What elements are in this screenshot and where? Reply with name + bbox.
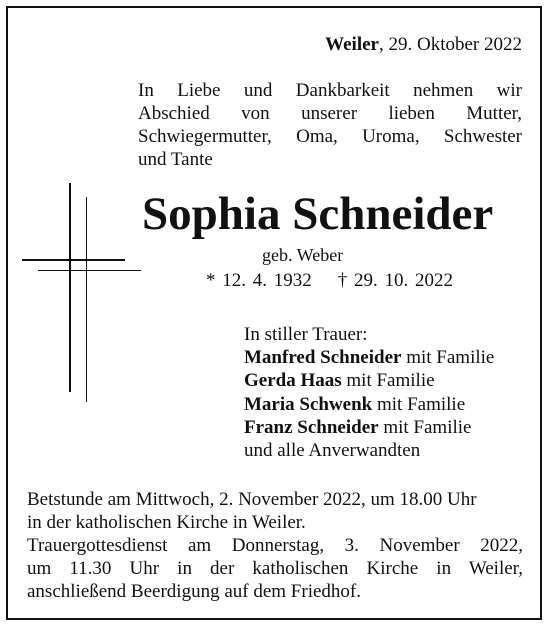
- mourners-heading: In stiller Trauer:: [244, 324, 368, 345]
- service-line: um 11.30 Uhr in der katholischen Kirche in Weiler,: [27, 558, 523, 579]
- place-name: Weiler: [325, 34, 379, 55]
- service-line: anschließend Beerdigung auf dem Friedhof.: [27, 581, 361, 602]
- birth-date: * 12. 4. 1932: [206, 270, 312, 291]
- intro-line: In Liebe und Dankbarkeit nehmen wir: [138, 80, 522, 101]
- intro-line: Abschied von unserer lieben Mutter,: [138, 103, 522, 124]
- mourners-closing: und alle Anverwandten: [244, 440, 421, 462]
- intro-text: [138, 79, 522, 171]
- mourners-list: [244, 323, 494, 462]
- mourner-suffix: mit Familie: [378, 416, 472, 438]
- birth-name: geb. Weber: [262, 245, 344, 265]
- notice-date: , 29. Oktober 2022: [378, 34, 522, 55]
- mourner-entry: [244, 346, 494, 369]
- death-date: † 29. 10. 2022: [337, 270, 453, 291]
- mourner-suffix: mit Familie: [401, 347, 495, 369]
- mourner-entry: [244, 393, 494, 416]
- mourner-name: Manfred Schneider: [244, 347, 402, 369]
- mourner-name: Franz Schneider: [244, 416, 379, 438]
- mourner-entry: [244, 416, 494, 439]
- life-dates: [206, 270, 453, 292]
- mourner-suffix: mit Familie: [372, 393, 466, 415]
- place-date-line: [325, 34, 522, 56]
- mourner-name: Maria Schwenk: [244, 393, 373, 415]
- service-line: Betstunde am Mittwoch, 2. November 2022, um 18.00 Uhr: [27, 489, 477, 510]
- service-info: [27, 488, 523, 603]
- mourner-suffix: mit Familie: [341, 370, 435, 392]
- service-line: Trauergottesdienst am Donnerstag, 3. November 2022,: [27, 535, 523, 556]
- mourner-name: Gerda Haas: [244, 370, 342, 392]
- deceased-name: Sophia Schneider: [142, 188, 494, 240]
- service-line: in der katholischen Kirche in Weiler.: [27, 512, 306, 533]
- intro-line: Schwiegermutter, Oma, Uroma, Schwester: [138, 126, 522, 147]
- mourner-entry: [244, 369, 494, 392]
- intro-line: und Tante: [138, 149, 213, 170]
